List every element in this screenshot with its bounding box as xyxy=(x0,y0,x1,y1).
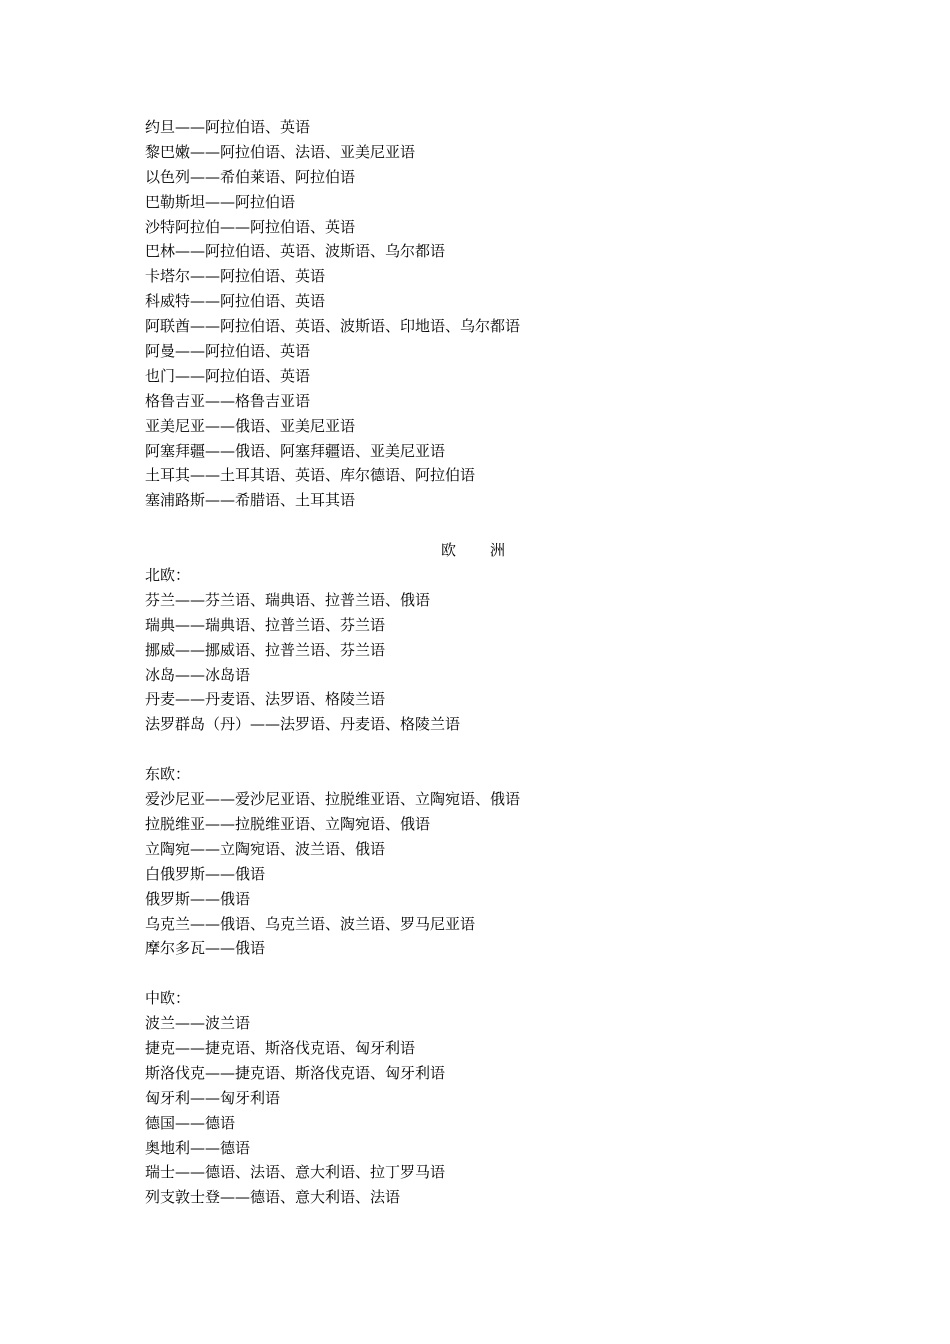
list-item: 摩尔多瓦——俄语 xyxy=(145,939,266,958)
list-item: 卡塔尔——阿拉伯语、英语 xyxy=(145,267,326,286)
list-item: 爱沙尼亚——爱沙尼亚语、拉脱维亚语、立陶宛语、俄语 xyxy=(145,790,521,809)
list-item: 法罗群岛（丹）——法罗语、丹麦语、格陵兰语 xyxy=(145,715,461,734)
list-item: 丹麦——丹麦语、法罗语、格陵兰语 xyxy=(145,690,386,709)
list-item: 白俄罗斯——俄语 xyxy=(145,864,266,883)
list-item: 沙特阿拉伯——阿拉伯语、英语 xyxy=(145,217,356,236)
list-item: 瑞典——瑞典语、拉普兰语、芬兰语 xyxy=(145,615,386,634)
europe-heading xyxy=(145,538,845,563)
list-item: 阿塞拜疆——俄语、阿塞拜疆语、亚美尼亚语 xyxy=(145,441,446,460)
list-item: 也门——阿拉伯语、英语 xyxy=(145,366,311,385)
list-item: 以色列——希伯莱语、阿拉伯语 xyxy=(145,167,356,186)
section-label: 北欧： xyxy=(145,566,191,585)
list-item: 乌克兰——俄语、乌克兰语、波兰语、罗马尼亚语 xyxy=(145,914,476,933)
list-item: 科威特——阿拉伯语、英语 xyxy=(145,292,326,311)
list-item: 芬兰——芬兰语、瑞典语、拉普兰语、俄语 xyxy=(145,590,431,609)
north-europe-section xyxy=(145,563,845,737)
list-item: 巴林——阿拉伯语、英语、波斯语、乌尔都语 xyxy=(145,242,446,261)
list-item: 立陶宛——立陶宛语、波兰语、俄语 xyxy=(145,839,386,858)
list-item: 阿联酋——阿拉伯语、英语、波斯语、印地语、乌尔都语 xyxy=(145,317,521,336)
list-item: 列支敦士登——德语、意大利语、法语 xyxy=(145,1188,401,1207)
list-item: 黎巴嫩——阿拉伯语、法语、亚美尼亚语 xyxy=(145,142,416,161)
list-item: 挪威——挪威语、拉普兰语、芬兰语 xyxy=(145,640,386,659)
list-item: 拉脱维亚——拉脱维亚语、立陶宛语、俄语 xyxy=(145,814,431,833)
list-item: 亚美尼亚——俄语、亚美尼亚语 xyxy=(145,416,356,435)
list-item: 瑞士——德语、法语、意大利语、拉丁罗马语 xyxy=(145,1163,446,1182)
east-europe-section xyxy=(145,762,845,961)
list-item: 约旦——阿拉伯语、英语 xyxy=(145,118,311,136)
list-item: 奥地利——德语 xyxy=(145,1138,251,1157)
list-item: 巴勒斯坦——阿拉伯语 xyxy=(145,192,296,211)
europe-heading-char: 欧 xyxy=(441,541,457,560)
spacer xyxy=(145,513,845,538)
document-page xyxy=(145,115,845,1210)
spacer xyxy=(145,737,845,762)
list-item: 匈牙利——匈牙利语 xyxy=(145,1088,281,1107)
list-item: 波兰——波兰语 xyxy=(145,1014,251,1033)
list-item: 斯洛伐克——捷克语、斯洛伐克语、匈牙利语 xyxy=(145,1063,446,1082)
list-item: 俄罗斯——俄语 xyxy=(145,889,251,908)
list-item: 塞浦路斯——希腊语、土耳其语 xyxy=(145,491,356,510)
central-europe-section xyxy=(145,986,845,1210)
europe-heading-char: 洲 xyxy=(490,541,506,560)
list-item: 阿曼——阿拉伯语、英语 xyxy=(145,342,311,361)
spacer xyxy=(145,961,845,986)
list-item: 格鲁吉亚——格鲁吉亚语 xyxy=(145,391,311,410)
list-item: 冰岛——冰岛语 xyxy=(145,665,251,684)
list-item: 土耳其——土耳其语、英语、库尔德语、阿拉伯语 xyxy=(145,466,476,485)
list-item: 捷克——捷克语、斯洛伐克语、匈牙利语 xyxy=(145,1038,416,1057)
middle-east-list xyxy=(145,115,845,513)
section-label: 东欧： xyxy=(145,765,191,784)
list-item: 德国——德语 xyxy=(145,1113,236,1132)
section-label: 中欧： xyxy=(145,989,191,1008)
